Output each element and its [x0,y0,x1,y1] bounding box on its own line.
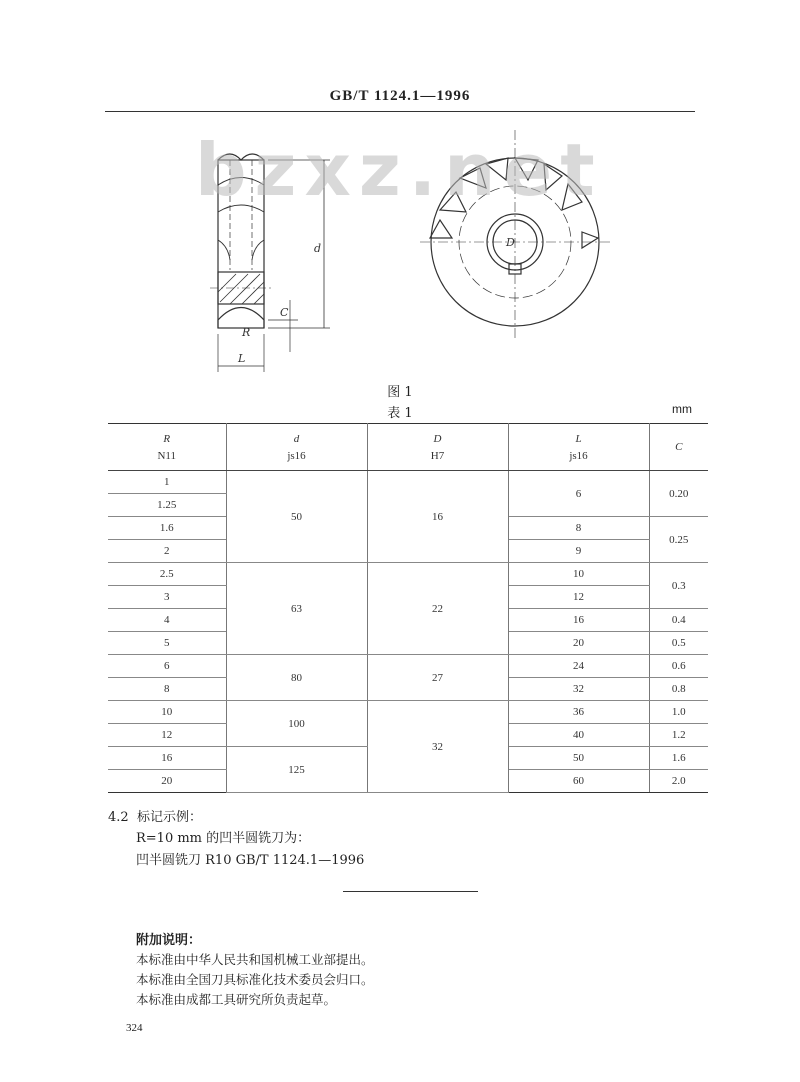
cell-R: 6 [108,655,226,678]
label-C: C [280,306,289,319]
cell-C: 2.0 [649,770,708,793]
figure-caption: 图 1 [387,385,413,400]
cell-L: 36 [508,701,649,724]
cell-L: 20 [508,632,649,655]
cell-R: 2 [108,540,226,563]
cell-R: 1.25 [108,494,226,517]
cell-D: 32 [367,701,508,793]
label-L: L [238,352,246,365]
table-row [108,701,708,724]
header-rule [105,111,695,112]
page-number: 324 [126,1022,143,1034]
cell-d: 125 [226,747,367,793]
label-R: R [242,326,251,339]
cell-L: 16 [508,609,649,632]
cell-C: 0.8 [649,678,708,701]
cell-C: 1.6 [649,747,708,770]
table-row [108,563,708,586]
cell-C: 0.3 [649,563,708,609]
header-D: D H7 [367,424,508,471]
cell-R: 1.6 [108,517,226,540]
table-row [108,471,708,494]
cell-L: 50 [508,747,649,770]
table-header-row [108,424,708,471]
header-R: R N11 [108,424,226,471]
cell-L: 8 [508,517,649,540]
cell-d: 100 [226,701,367,747]
cell-R: 4 [108,609,226,632]
cell-R: 20 [108,770,226,793]
cell-C: 0.6 [649,655,708,678]
header-C: C [649,424,708,471]
cell-D: 27 [367,655,508,701]
document-header: GB/T 1124.1—1996 [329,88,471,104]
cell-d: 80 [226,655,367,701]
marking-example-line-1: R=10 mm 的凹半圆铣刀为： [136,831,311,846]
cell-R: 10 [108,701,226,724]
table-row [108,655,708,678]
hub-hatching [218,274,264,304]
cell-R: 12 [108,724,226,747]
cell-R: 1 [108,471,226,494]
section-title: 标记示例： [136,810,202,825]
cell-R: 5 [108,632,226,655]
cell-L: 32 [508,678,649,701]
cell-L: 12 [508,586,649,609]
cell-C: 0.20 [649,471,708,517]
cell-C: 0.4 [649,609,708,632]
cell-C: 1.0 [649,701,708,724]
section-number: 4.2 [108,810,129,825]
note-item: 本标准由成都工具研究所负责起草。 [136,992,337,1007]
notes-title: 附加说明： [136,933,202,948]
cell-C: 1.2 [649,724,708,747]
cell-L: 60 [508,770,649,793]
cell-L: 6 [508,471,649,517]
cell-D: 16 [367,471,508,563]
cell-L: 40 [508,724,649,747]
cell-L: 24 [508,655,649,678]
cell-R: 8 [108,678,226,701]
cell-R: 2.5 [108,563,226,586]
header-d: d js16 [226,424,367,471]
cell-R: 16 [108,747,226,770]
label-d: d [314,242,322,255]
cell-C: 0.5 [649,632,708,655]
cell-d: 63 [226,563,367,655]
dimensions-table [108,423,708,793]
watermark: bzxz.net [195,128,603,212]
table-unit: mm [672,402,692,416]
cell-C: 0.25 [649,517,708,563]
cell-L: 10 [508,563,649,586]
note-item: 本标准由全国刀具标准化技术委员会归口。 [136,972,374,987]
marking-example-line-2: 凹半圆铣刀 R10 GB/T 1124.1—1996 [136,853,365,868]
table-caption: 表 1 [387,406,413,421]
section-heading [108,806,202,825]
separator-rule [343,891,478,892]
header-L: L js16 [508,424,649,471]
label-D: D [506,236,515,249]
note-item: 本标准由中华人民共和国机械工业部提出。 [136,952,374,967]
cell-L: 9 [508,540,649,563]
cell-d: 50 [226,471,367,563]
cell-D: 22 [367,563,508,655]
cell-R: 3 [108,586,226,609]
